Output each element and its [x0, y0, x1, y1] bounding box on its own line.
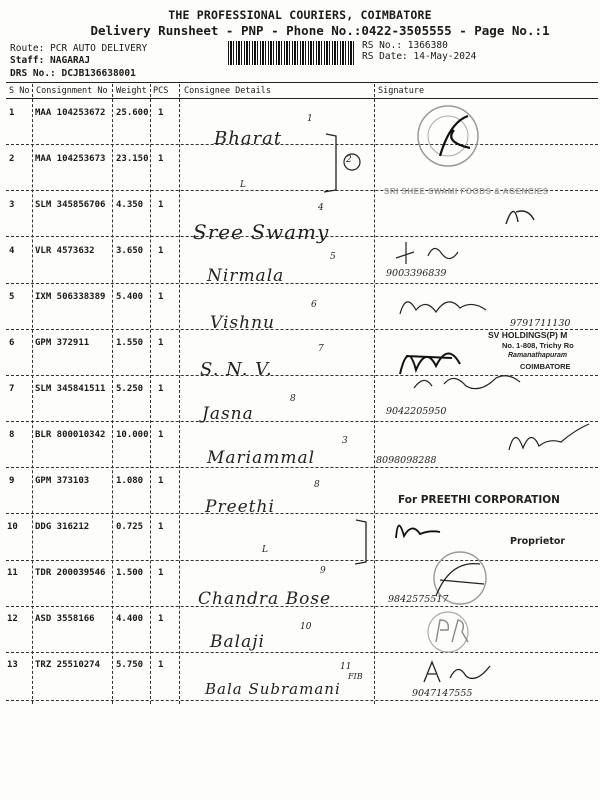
col-divider [112, 84, 113, 704]
row-pcs: 1 [158, 200, 164, 210]
handwritten-name: Sree Swamy [193, 220, 330, 244]
stamp-designation: Proprietor [510, 536, 566, 547]
col-pcs: PCS [153, 86, 169, 96]
phone-number: 9042205950 [386, 406, 447, 417]
row-weight: 1.550 [116, 338, 144, 348]
drs-label: DRS No.: DCJB136638001 [10, 68, 136, 79]
row-consignment: ASD 3558166 [35, 614, 95, 624]
row-consignment: SLM 345841511 [35, 384, 106, 394]
row-consignment: VLR 4573632 [35, 246, 95, 256]
bracket-mark [352, 518, 374, 568]
row-sno: 10 [7, 522, 18, 532]
header-top-rule [6, 82, 598, 83]
handwritten-name: Preethi [205, 497, 275, 517]
row-pcs: 1 [158, 154, 164, 164]
handwritten-number: 3 [342, 436, 348, 446]
row-divider [6, 283, 598, 284]
row-weight: 4.400 [116, 614, 144, 624]
row-weight: 23.150 [116, 154, 149, 164]
handwritten-name: Balaji [210, 632, 265, 652]
phone-number: 9003396839 [386, 268, 447, 279]
handwritten-number: 9 [320, 566, 326, 576]
row-sno: 8 [9, 430, 15, 440]
row-consignment: MAA 104253673 [35, 154, 106, 164]
rs-number: RS No.: 1366380 [362, 40, 448, 51]
row-sno: 6 [9, 338, 15, 348]
stamp-address: Ramanathapuram [508, 352, 568, 359]
col-consignee-details: Consignee Details [184, 86, 271, 96]
signature-mark [505, 420, 595, 456]
row-pcs: 1 [158, 292, 164, 302]
handwritten-number: 11 [340, 662, 352, 672]
company-stamp: SRI SHEE SWAMI FOODS & AGENCIES [384, 187, 549, 196]
row-sno: 1 [9, 108, 15, 118]
handwritten-number: 8 [290, 394, 296, 404]
row-pcs: 1 [158, 246, 164, 256]
row-divider [6, 652, 598, 653]
circular-stamp [410, 102, 490, 172]
row-pcs: 1 [158, 614, 164, 624]
handwritten-mark: L [262, 545, 268, 555]
bracket-mark [318, 130, 374, 200]
phone-number: 9047147555 [412, 688, 473, 699]
row-consignment: MAA 104253672 [35, 108, 106, 118]
row-weight: 25.600 [116, 108, 149, 118]
company-stamp: For PREETHI CORPORATION [398, 494, 560, 506]
row-pcs: 1 [158, 476, 164, 486]
route-label: Route: PCR AUTO DELIVERY [10, 43, 148, 54]
row-pcs: 1 [158, 522, 164, 532]
row-weight: 1.080 [116, 476, 144, 486]
row-weight: 4.350 [116, 200, 144, 210]
company-stamp: SV HOLDINGS(P) M [488, 330, 568, 340]
row-weight: 5.750 [116, 660, 144, 670]
row-consignment: DDG 316212 [35, 522, 90, 532]
handwritten-name: Chandra Bose [198, 589, 332, 609]
handwritten-number: 7 [318, 344, 324, 354]
row-pcs: 1 [158, 660, 164, 670]
header-bottom-rule [6, 98, 598, 99]
row-divider [6, 700, 598, 701]
handwritten-mark: L [240, 180, 246, 190]
row-sno: 11 [7, 568, 18, 578]
col-divider [374, 84, 375, 704]
phone-number: 9791711130 [510, 318, 571, 329]
handwritten-number: 8 [314, 480, 320, 490]
handwritten-name: S. N. V. [200, 359, 273, 380]
row-pcs: 1 [158, 108, 164, 118]
handwritten-name: Nirmala [207, 266, 285, 286]
row-divider [6, 144, 598, 145]
row-consignment: BLR 800010342 [35, 430, 106, 440]
col-divider [150, 84, 151, 704]
row-sno: 4 [9, 246, 15, 256]
row-consignment: TRZ 25510274 [35, 660, 101, 670]
row-weight: 1.500 [116, 568, 144, 578]
row-sno: 12 [7, 614, 18, 624]
col-consignment: Consignment No [36, 86, 108, 96]
handwritten-number: 10 [300, 622, 312, 632]
row-sno: 2 [9, 154, 15, 164]
handwritten-name: Bharat [214, 128, 283, 149]
staff-label: Staff: NAGARAJ [10, 55, 91, 66]
stamp-address: No. 1-808, Trichy Ro [502, 341, 574, 350]
row-sno: 3 [9, 200, 15, 210]
company-title: THE PROFESSIONAL COURIERS, COIMBATORE [168, 8, 432, 22]
row-weight: 5.250 [116, 384, 144, 394]
col-sno: S No [9, 86, 30, 96]
col-signature: Signature [378, 86, 425, 96]
handwritten-name: Mariammal [207, 448, 316, 468]
row-consignment: SLM 345856706 [35, 200, 106, 210]
row-sno: 5 [9, 292, 15, 302]
barcode [228, 41, 356, 65]
phone-number: 8098098288 [376, 455, 437, 466]
col-divider [179, 84, 180, 704]
row-divider [6, 513, 598, 514]
handwritten-number: 1 [307, 114, 313, 124]
row-divider [6, 560, 598, 561]
phone-number: 9842575517 [388, 594, 449, 605]
handwritten-number: 4 [318, 203, 324, 213]
row-pcs: 1 [158, 568, 164, 578]
handwritten-name: Jasna [202, 404, 254, 424]
rs-date: RS Date: 14-May-2024 [362, 51, 477, 62]
handwritten-name: Bala Subramani [205, 680, 341, 698]
row-consignment: TDR 200039546 [35, 568, 106, 578]
signature-mark [396, 290, 496, 320]
row-weight: 10.000 [116, 430, 149, 440]
runsheet-subtitle: Delivery Runsheet - PNP - Phone No.:0422-3505555 - Page No.:1 [90, 23, 550, 38]
row-pcs: 1 [158, 384, 164, 394]
row-consignment: GPM 372911 [35, 338, 90, 348]
handwritten-number: 6 [311, 300, 317, 310]
col-divider [32, 84, 33, 704]
row-weight: 0.725 [116, 522, 144, 532]
signature-mark [392, 238, 502, 268]
row-sno: 9 [9, 476, 15, 486]
stamp-address: COIMBATORE [520, 362, 571, 371]
row-sno: 7 [9, 384, 15, 394]
handwritten-number: 5 [330, 252, 336, 262]
signature-mark [500, 198, 540, 228]
row-consignment: IXM 506338389 [35, 292, 106, 302]
row-pcs: 1 [158, 430, 164, 440]
handwritten-note: FIB [348, 672, 363, 681]
signature-mark [410, 368, 530, 398]
row-weight: 5.400 [116, 292, 144, 302]
signature-mark [390, 512, 450, 542]
circular-stamp [418, 608, 478, 658]
col-weight: Weight [116, 86, 147, 96]
row-sno: 13 [7, 660, 18, 670]
row-consignment: GPM 373103 [35, 476, 90, 486]
row-weight: 3.650 [116, 246, 144, 256]
handwritten-number: 2 [346, 155, 352, 165]
row-pcs: 1 [158, 338, 164, 348]
handwritten-name: Vishnu [210, 313, 275, 333]
signature-mark [420, 658, 500, 686]
